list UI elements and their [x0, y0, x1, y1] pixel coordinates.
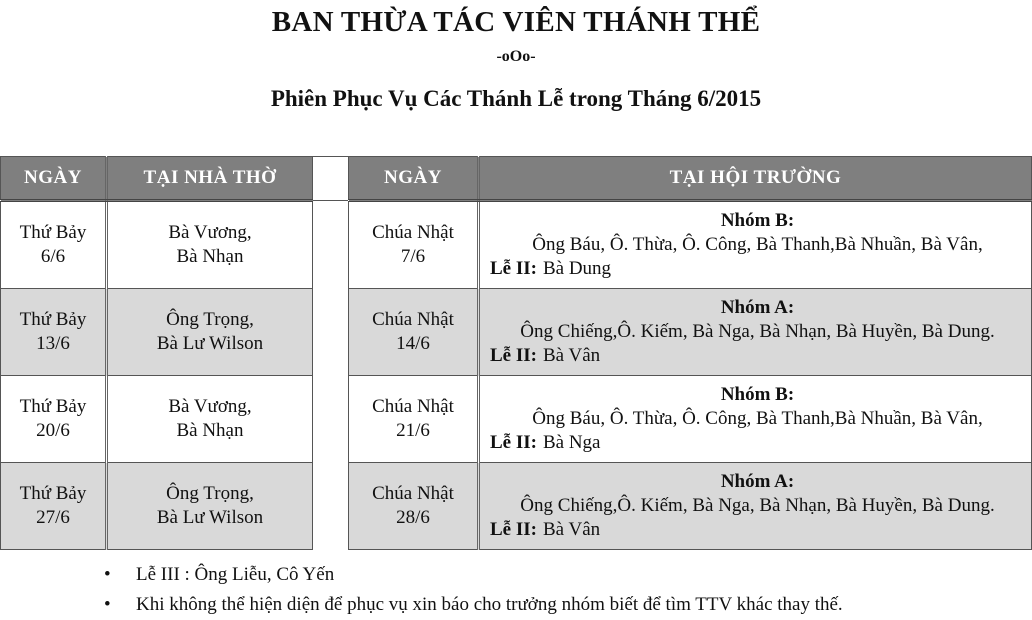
document-title: BAN THỪA TÁC VIÊN THÁNH THỂ [271, 6, 761, 38]
saturday-date-cell [1, 376, 107, 463]
notes-list [104, 560, 843, 620]
saturday-date: 13/6 [36, 333, 70, 354]
sunday-label: Chúa Nhật [372, 396, 454, 417]
group-members: Ông Báu, Ô. Thừa, Ô. Công, Bà Thanh,Bà Nhuần, Bà Vân, [532, 234, 983, 255]
church-server-1: Bà Vương, [168, 222, 252, 243]
second-mass-server: Bà Vân [542, 519, 601, 540]
sunday-date-cell [349, 201, 479, 289]
church-server-2: Bà Nhạn [176, 246, 244, 267]
table-row [1, 376, 1032, 463]
hall-servers-cell [479, 376, 1032, 463]
header-hall: TẠI HỘI TRƯỜNG [479, 157, 1032, 201]
second-mass-line [490, 518, 1025, 542]
group-members: Ông Báu, Ô. Thừa, Ô. Công, Bà Thanh,Bà Nhuần, Bà Vân, [532, 408, 983, 429]
second-mass-label: Lễ II: [490, 519, 537, 540]
column-separator [313, 157, 349, 201]
saturday-date-cell [1, 289, 107, 376]
sunday-label: Chúa Nhật [372, 309, 454, 330]
church-server-2: Bà Lư Wilson [156, 333, 264, 354]
note-item [104, 560, 843, 590]
sunday-date: 28/6 [396, 507, 430, 528]
saturday-date: 27/6 [36, 507, 70, 528]
header-date-left: NGÀY [1, 157, 107, 201]
group-label: Nhóm B: [720, 210, 795, 231]
schedule-table [0, 156, 1032, 550]
church-servers-cell [107, 201, 313, 289]
group-members: Ông Chiếng,Ô. Kiếm, Bà Nga, Bà Nhạn, Bà Huyền, Bà Dung. [520, 495, 995, 516]
church-servers-cell [107, 376, 313, 463]
saturday-label: Thứ Bảy [19, 309, 87, 330]
document-subtitle: Phiên Phục Vụ Các Thánh Lễ trong Tháng 6/2015 [270, 86, 762, 111]
table-row [1, 201, 1032, 289]
church-servers-cell [107, 289, 313, 376]
saturday-date-cell [1, 463, 107, 550]
sunday-label: Chúa Nhật [372, 483, 454, 504]
second-mass-line [490, 344, 1025, 368]
church-server-1: Bà Vương, [168, 396, 252, 417]
second-mass-label: Lễ II: [490, 345, 537, 366]
header-church: TẠI NHÀ THỜ [107, 157, 313, 201]
group-label: Nhóm A: [720, 297, 795, 318]
group-members: Ông Chiếng,Ô. Kiếm, Bà Nga, Bà Nhạn, Bà Huyền, Bà Dung. [520, 321, 995, 342]
sunday-date-cell [349, 289, 479, 376]
group-label: Nhóm A: [720, 471, 795, 492]
table-header-row [1, 157, 1032, 201]
sunday-date-cell [349, 376, 479, 463]
saturday-label: Thứ Bảy [19, 396, 87, 417]
saturday-date: 20/6 [36, 420, 70, 441]
title-ornament: -oOo- [496, 48, 536, 65]
sunday-date-cell [349, 463, 479, 550]
church-server-2: Bà Lư Wilson [156, 507, 264, 528]
saturday-label: Thứ Bảy [19, 483, 87, 504]
table-row [1, 289, 1032, 376]
sunday-date: 21/6 [396, 420, 430, 441]
note-text: Khi không thể hiện diện để phục vụ xin báo cho trưởng nhóm biết để tìm TTV khác thay thế. [136, 594, 843, 615]
column-separator [313, 463, 349, 550]
second-mass-server: Bà Vân [542, 345, 601, 366]
column-separator [313, 289, 349, 376]
church-server-1: Ông Trọng, [166, 309, 254, 330]
church-server-1: Ông Trọng, [166, 483, 254, 504]
second-mass-server: Bà Dung [542, 258, 612, 279]
group-label: Nhóm B: [720, 384, 795, 405]
bullet-icon: • [104, 564, 111, 585]
hall-servers-cell [479, 201, 1032, 289]
header-date-right: NGÀY [349, 157, 479, 201]
church-servers-cell [107, 463, 313, 550]
sunday-date: 14/6 [396, 333, 430, 354]
second-mass-server: Bà Nga [542, 432, 601, 453]
sunday-date: 7/6 [400, 246, 426, 267]
saturday-date-cell [1, 201, 107, 289]
hall-servers-cell [479, 463, 1032, 550]
column-separator [313, 376, 349, 463]
saturday-label: Thứ Bảy [19, 222, 87, 243]
second-mass-line [490, 431, 1025, 455]
bullet-icon: • [104, 594, 111, 615]
church-server-2: Bà Nhạn [176, 420, 244, 441]
hall-servers-cell [479, 289, 1032, 376]
second-mass-line [490, 257, 1025, 281]
table-row [1, 463, 1032, 550]
column-separator [313, 201, 349, 289]
second-mass-label: Lễ II: [490, 432, 537, 453]
saturday-date: 6/6 [40, 246, 66, 267]
sunday-label: Chúa Nhật [372, 222, 454, 243]
note-text: Lễ III : Ông Liễu, Cô Yến [136, 564, 335, 585]
second-mass-label: Lễ II: [490, 258, 537, 279]
